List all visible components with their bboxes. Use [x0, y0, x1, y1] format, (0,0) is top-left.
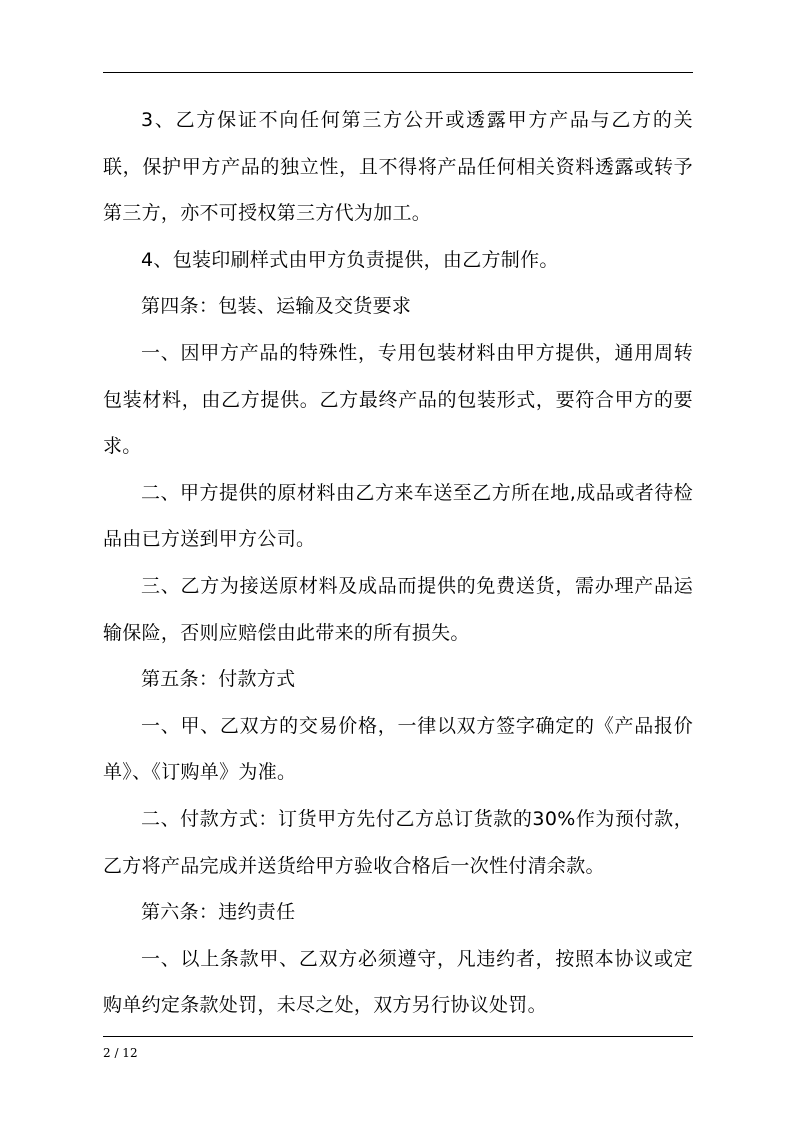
page-number: 2 / 12	[103, 1046, 138, 1060]
section-heading: 第四条：包装、运输及交货要求	[141, 295, 412, 318]
paragraph: 二、甲方提供的原材料由乙方来车送至乙方所在地,成品或者待检品由已方送到甲方公司。	[103, 481, 693, 551]
paragraph: 一、以上条款甲、乙双方必须遵守，凡违约者，按照本协议或定购单约定条款处罚，未尽之处，双方另行协议处罚。	[103, 947, 693, 1017]
header-rule	[103, 72, 693, 73]
footer-rule	[103, 1036, 693, 1037]
paragraph: 4、包装印刷样式由甲方负责提供，由乙方制作。	[141, 248, 559, 271]
section-heading: 第六条：违约责任	[141, 901, 296, 924]
paragraph: 三、乙方为接送原材料及成品而提供的免费送货，需办理产品运输保险，否则应赔偿由此带来的所有损失。	[103, 574, 693, 644]
document-body	[103, 97, 693, 1029]
section-heading: 第五条：付款方式	[141, 668, 296, 691]
paragraph: 一、甲、乙双方的交易价格，一律以双方签字确定的《产品报价单》、《订购单》为准。	[103, 714, 693, 784]
paragraph: 二、付款方式：订货甲方先付乙方总订货款的30%作为预付款，乙方将产品完成并送货给甲方验收合格后一次性付清余款。	[103, 807, 693, 877]
paragraph: 3、乙方保证不向任何第三方公开或透露甲方产品与乙方的关联，保护甲方产品的独立性，且不得将产品任何相关资料透露或转予第三方，亦不可授权第三方代为加工。	[103, 109, 693, 225]
paragraph: 一、因甲方产品的特殊性，专用包装材料由甲方提供，通用周转包装材料，由乙方提供。乙方最终产品的包装形式，要符合甲方的要求。	[103, 341, 693, 458]
